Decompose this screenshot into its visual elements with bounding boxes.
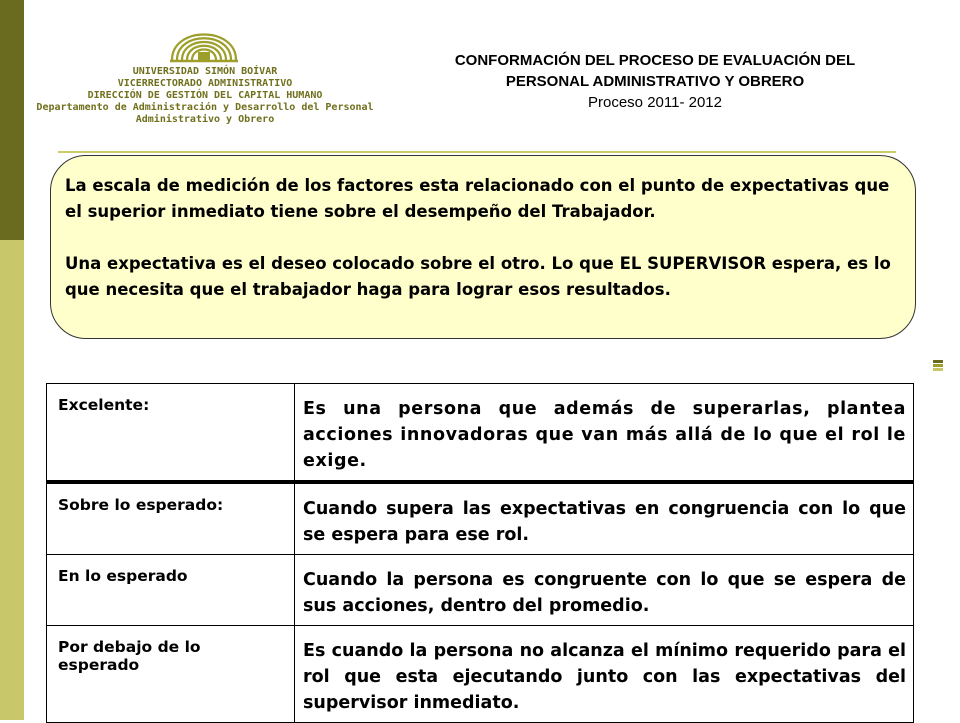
scale-term: Por debajo de lo esperado [47, 626, 295, 723]
sidebar-light-stripe [0, 240, 24, 720]
title-line-3: Proceso 2011- 2012 [588, 94, 722, 111]
university-name: UNIVERSIDAD SIMÓN BOÍVAR [132, 66, 278, 77]
scale-term: Sobre lo esperado: [47, 482, 295, 555]
table-row [47, 555, 914, 626]
page-title [395, 50, 915, 113]
scale-description: Cuando supera las expectativas en congruencia con lo que se espera para ese rol. [295, 482, 914, 555]
scale-term: Excelente: [47, 384, 295, 483]
scale-description: Es una persona que además de superarlas, plantea acciones innovadoras que van más allá de lo que el rol le exige. [295, 384, 914, 483]
table-row [47, 626, 914, 723]
departamento-line-2: Administrativo y Obrero [135, 114, 275, 125]
rating-scale-table [46, 383, 914, 723]
title-line-1: CONFORMACIÓN DEL PROCESO DE EVALUACIÓN DEL [454, 52, 856, 69]
intro-box [50, 155, 916, 339]
scale-description: Cuando la persona es congruente con lo que se espera de sus acciones, dentro del promedio. [295, 555, 914, 626]
header-divider [58, 151, 896, 153]
university-block [20, 66, 390, 126]
title-line-2: PERSONAL ADMINISTRATIVO Y OBRERO [505, 73, 805, 90]
university-logo [168, 18, 240, 66]
table-row [47, 482, 914, 555]
direccion-line: DIRECCIÓN DE GESTIÓN DEL CAPITAL HUMANO [87, 90, 323, 101]
scale-term: En lo esperado [47, 555, 295, 626]
table-row [47, 384, 914, 483]
vicerrectorado-line: VICERRECTORADO ADMINISTRATIVO [117, 78, 293, 89]
paragraph-gap [65, 225, 907, 251]
intro-paragraph-1: La escala de medición de los factores esta relacionado con el punto de expectativas que el superior inmediato tiene sobre el desempeño del Trabajador. [65, 176, 890, 221]
intro-paragraph-2: Una expectativa es el deseo colocado sobre el otro. Lo que EL SUPERVISOR espera, es lo que necesita que el trabajador haga para lograr esos resultados. [65, 254, 891, 299]
slide-marker-icon [933, 360, 943, 372]
scale-description: Es cuando la persona no alcanza el mínimo requerido para el rol que esta ejecutando junto con las expectativas del supervisor inmediato. [295, 626, 914, 723]
departamento-line: Departamento de Administración y Desarrollo del Personal [36, 102, 374, 113]
